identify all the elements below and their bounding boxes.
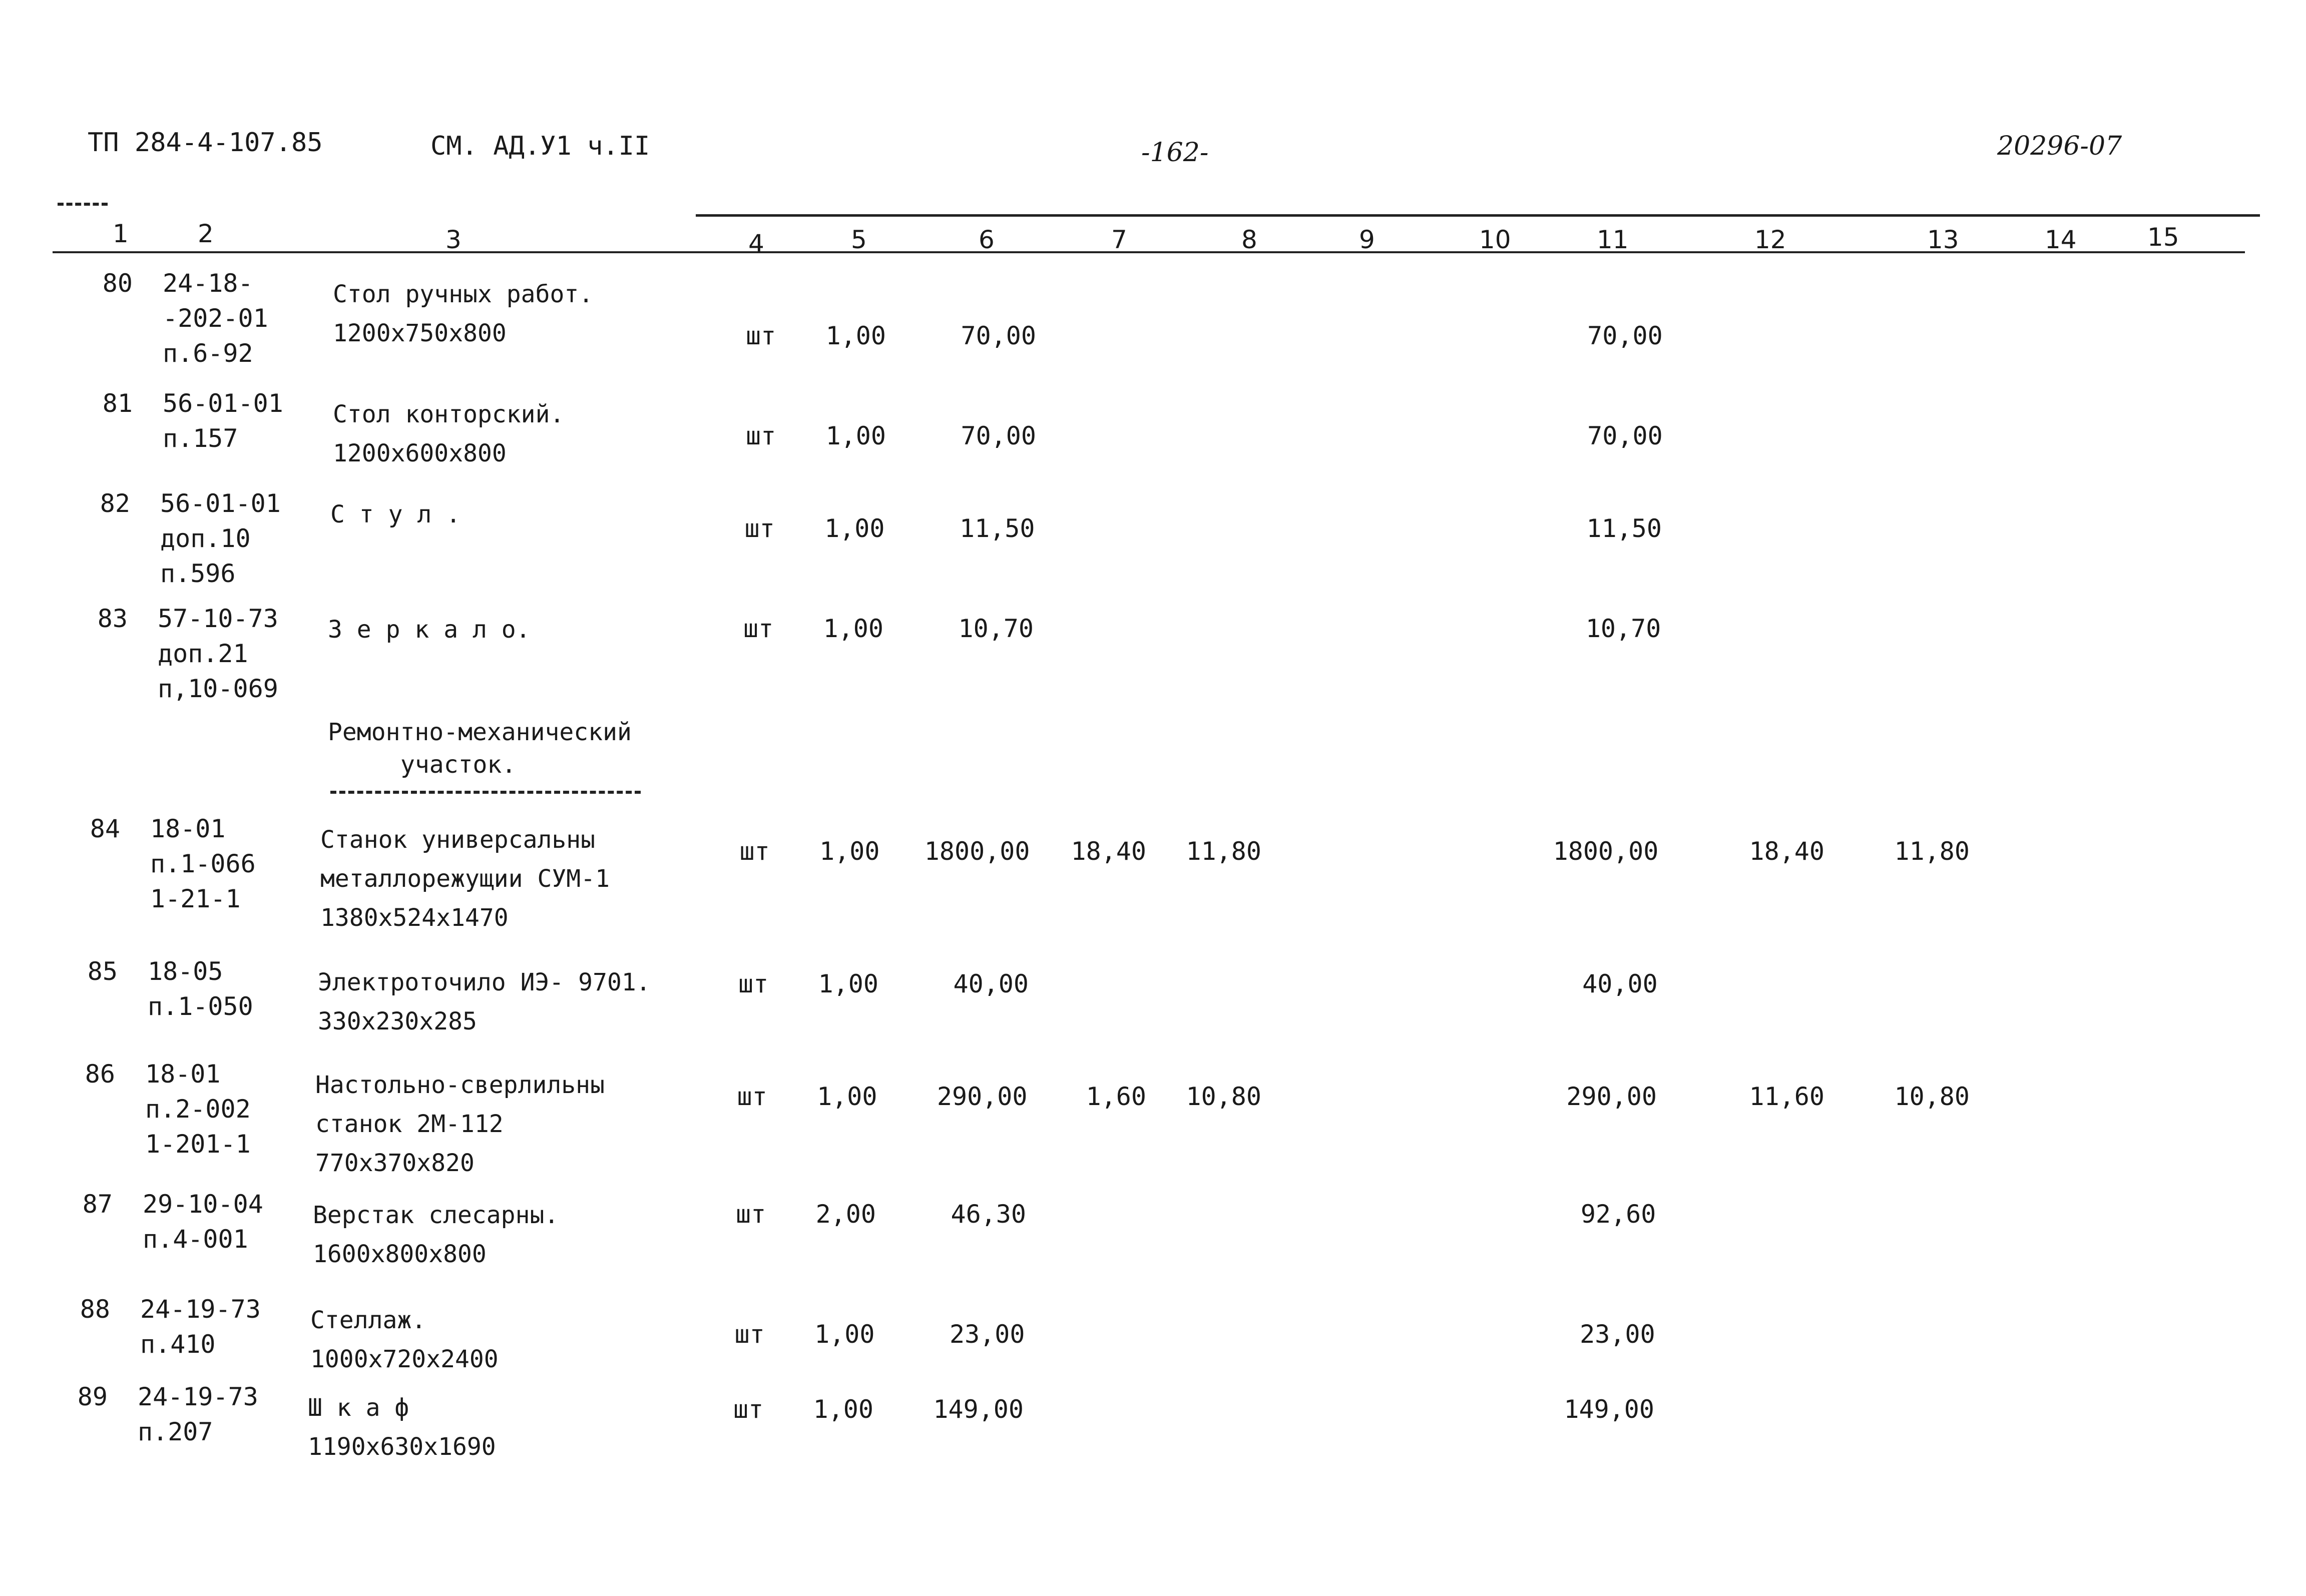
item-code: п.1-066 [150, 849, 256, 878]
item-code: п,10-069 [158, 674, 278, 703]
item-description: 1200x600x800 [333, 439, 507, 467]
item-code: п.6-92 [163, 339, 253, 368]
unit: шт [738, 969, 769, 998]
unit-price: 70,00 [961, 421, 1036, 450]
item-code: п.1-050 [148, 992, 253, 1021]
column-number: 1 [113, 219, 129, 248]
item-description: 1600x800x800 [313, 1240, 487, 1268]
total-value: 40,00 [1582, 969, 1658, 998]
item-description: З е р к а л о. [328, 616, 531, 644]
item-code: п.207 [138, 1417, 213, 1446]
item-code: 56-01-01 [163, 389, 283, 418]
item-code: доп.21 [158, 639, 248, 668]
item-code: п.596 [160, 559, 236, 588]
column-8-value: 11,80 [1186, 837, 1261, 866]
total-value: 70,00 [1587, 421, 1663, 450]
quantity: 1,00 [819, 837, 880, 866]
item-description: Верстак слесарны. [313, 1201, 559, 1229]
unit: шт [746, 421, 776, 450]
row-number: 82 [100, 489, 130, 518]
quantity: 1,00 [825, 421, 886, 450]
item-code: 1-21-1 [150, 884, 241, 913]
column-number: 10 [1479, 225, 1511, 254]
row-number: 88 [80, 1295, 110, 1324]
column-number: 5 [851, 225, 867, 254]
sheet-reference: СМ. АД.У1 ч.II [430, 131, 650, 161]
column-number: 14 [2045, 225, 2077, 254]
unit: шт [739, 837, 770, 866]
quantity: 2,00 [815, 1200, 876, 1229]
unit: шт [746, 321, 776, 350]
column-number: 12 [1754, 225, 1786, 254]
item-code: 24-19-73 [140, 1295, 261, 1324]
column-number: 2 [198, 219, 214, 248]
quantity: 1,00 [817, 1082, 877, 1111]
quantity: 1,00 [825, 321, 886, 350]
unit: шт [736, 1200, 766, 1229]
inventory-number: 20296-07 [1997, 131, 2122, 161]
total-value: 92,60 [1580, 1200, 1656, 1229]
column-number: 9 [1359, 225, 1375, 254]
item-code: 29-10-04 [143, 1190, 263, 1219]
column-number: 7 [1111, 225, 1127, 254]
unit: шт [734, 1320, 765, 1349]
quantity: 1,00 [813, 1395, 873, 1424]
item-description: Стол конторский. [333, 400, 565, 428]
unit-price: 70,00 [961, 321, 1036, 350]
row-number: 81 [102, 389, 133, 418]
column-number: 4 [748, 229, 764, 258]
item-code: -202-01 [163, 304, 268, 333]
item-description: Электроточило ИЭ- 9701. [318, 968, 651, 996]
header-top-rule [696, 214, 2260, 217]
column-number: 6 [979, 225, 995, 254]
total-value: 290,00 [1566, 1082, 1657, 1111]
header-bottom-rule [53, 251, 2245, 253]
page-number: -162- [1141, 138, 1209, 168]
row-number: 89 [77, 1382, 108, 1411]
unit-price: 290,00 [937, 1082, 1028, 1111]
item-description: 1000x720x2400 [310, 1345, 499, 1373]
item-description: Ш к а ф [308, 1394, 409, 1422]
section-heading: Ремонтно-механический [328, 718, 632, 746]
item-code: 24-19-73 [138, 1382, 258, 1411]
unit-price: 11,50 [959, 514, 1035, 543]
item-code: 57-10-73 [158, 604, 278, 633]
unit-price: 10,70 [958, 614, 1034, 643]
item-code: 18-05 [148, 957, 223, 986]
item-description: 770x370x820 [315, 1149, 475, 1177]
column-8-value: 10,80 [1186, 1082, 1261, 1111]
item-code: 24-18- [163, 269, 253, 298]
row-number: 85 [87, 957, 118, 986]
item-description: станок 2М-112 [315, 1110, 504, 1138]
item-description: Станок универсальны [320, 826, 596, 854]
unit-price: 149,00 [933, 1395, 1024, 1424]
quantity: 1,00 [824, 514, 885, 543]
item-code: 18-01 [150, 814, 226, 843]
total-value: 23,00 [1580, 1320, 1655, 1349]
quantity: 1,00 [823, 614, 883, 643]
item-description: Стол ручных работ. [333, 280, 594, 308]
item-description: Настольно-сверлильны [315, 1071, 605, 1099]
row-number: 83 [97, 604, 128, 633]
item-description: С т у л . [330, 500, 461, 528]
document-code: ТП 284-4-107.85 [88, 128, 323, 158]
unit-price: 1800,00 [924, 837, 1030, 866]
unit: шт [743, 614, 774, 643]
section-underline [330, 791, 641, 794]
row-number: 86 [85, 1059, 115, 1089]
column-12-value: 18,40 [1749, 837, 1824, 866]
item-description: 330x230x285 [318, 1007, 477, 1035]
quantity: 1,00 [814, 1320, 875, 1349]
item-code: 56-01-01 [160, 489, 281, 518]
item-description: 1200x750x800 [333, 319, 507, 347]
item-code: п.157 [163, 424, 238, 453]
unit-price: 46,30 [951, 1200, 1026, 1229]
top-left-dash [58, 203, 108, 206]
unit: шт [737, 1082, 767, 1111]
row-number: 80 [102, 269, 133, 298]
total-value: 10,70 [1585, 614, 1661, 643]
column-13-value: 10,80 [1894, 1082, 1970, 1111]
item-code: доп.10 [160, 524, 251, 553]
column-12-value: 11,60 [1749, 1082, 1824, 1111]
unit-price: 23,00 [949, 1320, 1025, 1349]
column-number: 3 [445, 225, 462, 254]
column-7-value: 18,40 [1071, 837, 1146, 866]
quantity: 1,00 [818, 969, 878, 998]
column-number: 13 [1927, 225, 1959, 254]
column-7-value: 1,60 [1086, 1082, 1146, 1111]
item-code: п.410 [140, 1330, 216, 1359]
total-value: 11,50 [1586, 514, 1662, 543]
column-number: 8 [1241, 225, 1257, 254]
item-description: Стеллаж. [310, 1306, 426, 1334]
unit: шт [744, 514, 775, 543]
item-description: 1380x524x1470 [320, 904, 509, 932]
item-code: 1-201-1 [145, 1130, 251, 1159]
column-13-value: 11,80 [1894, 837, 1970, 866]
row-number: 87 [82, 1190, 113, 1219]
item-code: 18-01 [145, 1059, 221, 1089]
item-code: п.2-002 [145, 1095, 251, 1124]
section-heading: участок. [400, 751, 517, 779]
item-code: п.4-001 [143, 1225, 248, 1254]
item-description: металлорежущии СУМ-1 [320, 865, 610, 893]
column-number: 11 [1597, 225, 1629, 254]
unit-price: 40,00 [953, 969, 1029, 998]
total-value: 70,00 [1587, 321, 1663, 350]
total-value: 1800,00 [1553, 837, 1659, 866]
item-description: 1190x630x1690 [308, 1433, 496, 1461]
column-number: 15 [2147, 223, 2179, 252]
row-number: 84 [90, 814, 120, 843]
total-value: 149,00 [1564, 1395, 1654, 1424]
unit: шт [733, 1395, 764, 1424]
